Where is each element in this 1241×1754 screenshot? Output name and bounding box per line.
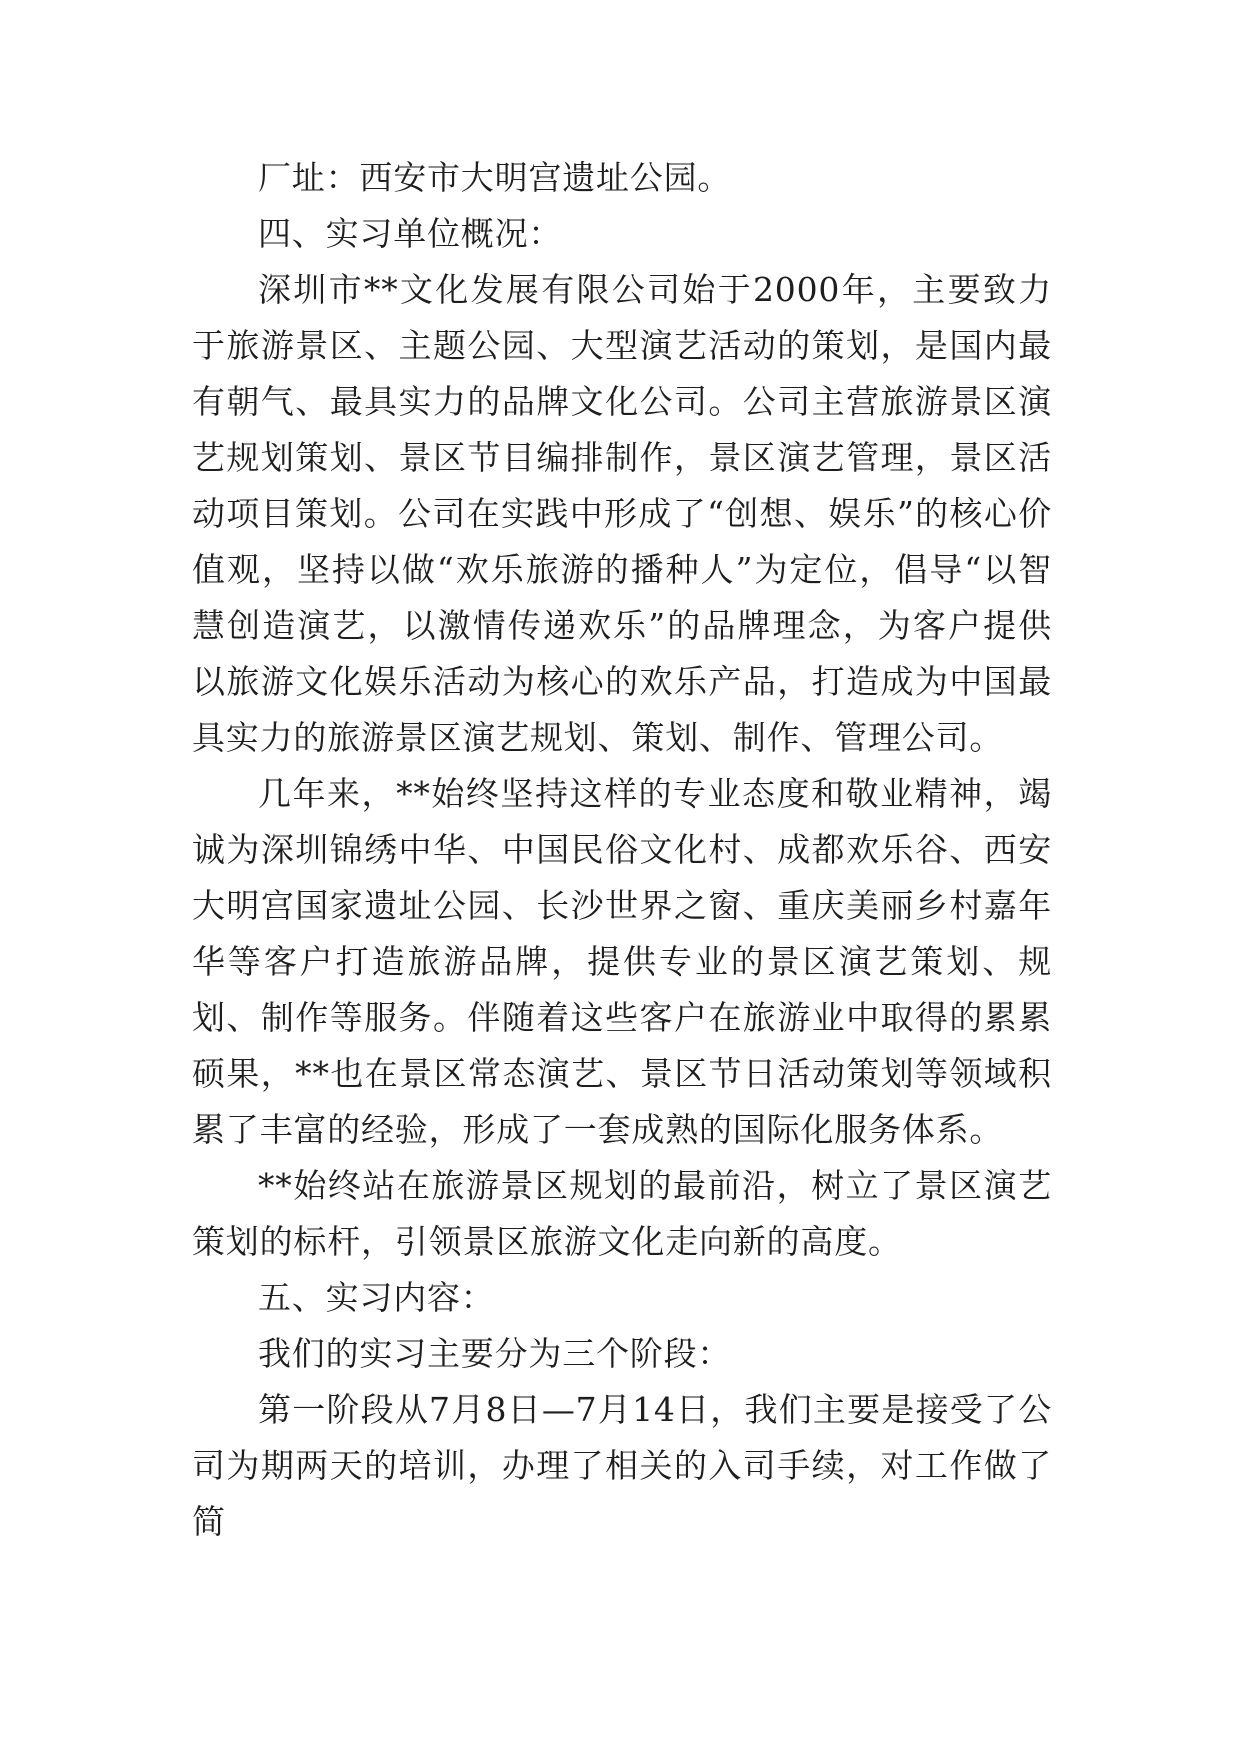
paragraph-company-profile: 深圳市**文化发展有限公司始于2000年，主要致力于旅游景区、主题公园、大型演艺活动的策划，是国内最有朝气、最具实力的品牌文化公司。公司主营旅游景区演艺规划策划、景区节目编排制作，景区演艺管理，景区活动项目策划。公司在实践中形成了“创想、娱乐”的核心价值观，坚持以做“欢乐旅游的播种人”为定位，倡导“以智慧创造演艺，以激情传递欢乐”的品牌理念，为客户提供以旅游文化娱乐活动为核心的欢乐产品，打造成为中国最具实力的旅游景区演艺规划、策划、制作、管理公司。 (192, 270, 1052, 757)
heading-internship-content: 五、实习内容： (258, 1278, 495, 1317)
paragraph-company-clients: 几年来，**始终坚持这样的专业态度和敬业精神，竭诚为深圳锦绣中华、中国民俗文化村、成都欢乐谷、西安大明宫国家遗址公园、长沙世界之窗、重庆美丽乡村嘉年华等客户打造旅游品牌，提供专业的景区演艺策划、规划、制作等服务。伴随着这些客户在旅游业中取得的累累硕果，**也在景区常态演艺、景区节日活动策划等领域积累了丰富的经验，形成了一套成熟的国际化服务体系。 (192, 774, 1052, 1149)
paragraph-first-stage: 第一阶段从7月8日—7月14日，我们主要是接受了公司为期两天的培训，办理了相关的入司手续，对工作做了简 (192, 1390, 1052, 1541)
paragraph-factory-address: 厂址：西安市大明宫遗址公园。 (258, 158, 732, 197)
paragraph-company-leadership: **始终站在旅游景区规划的最前沿，树立了景区演艺策划的标杆，引领景区旅游文化走向新的高度。 (192, 1166, 1052, 1261)
paragraph-internship-stages: 我们的实习主要分为三个阶段： (258, 1334, 732, 1373)
heading-internship-unit-overview: 四、实习单位概况： (258, 214, 563, 253)
document-body (192, 150, 1052, 1550)
